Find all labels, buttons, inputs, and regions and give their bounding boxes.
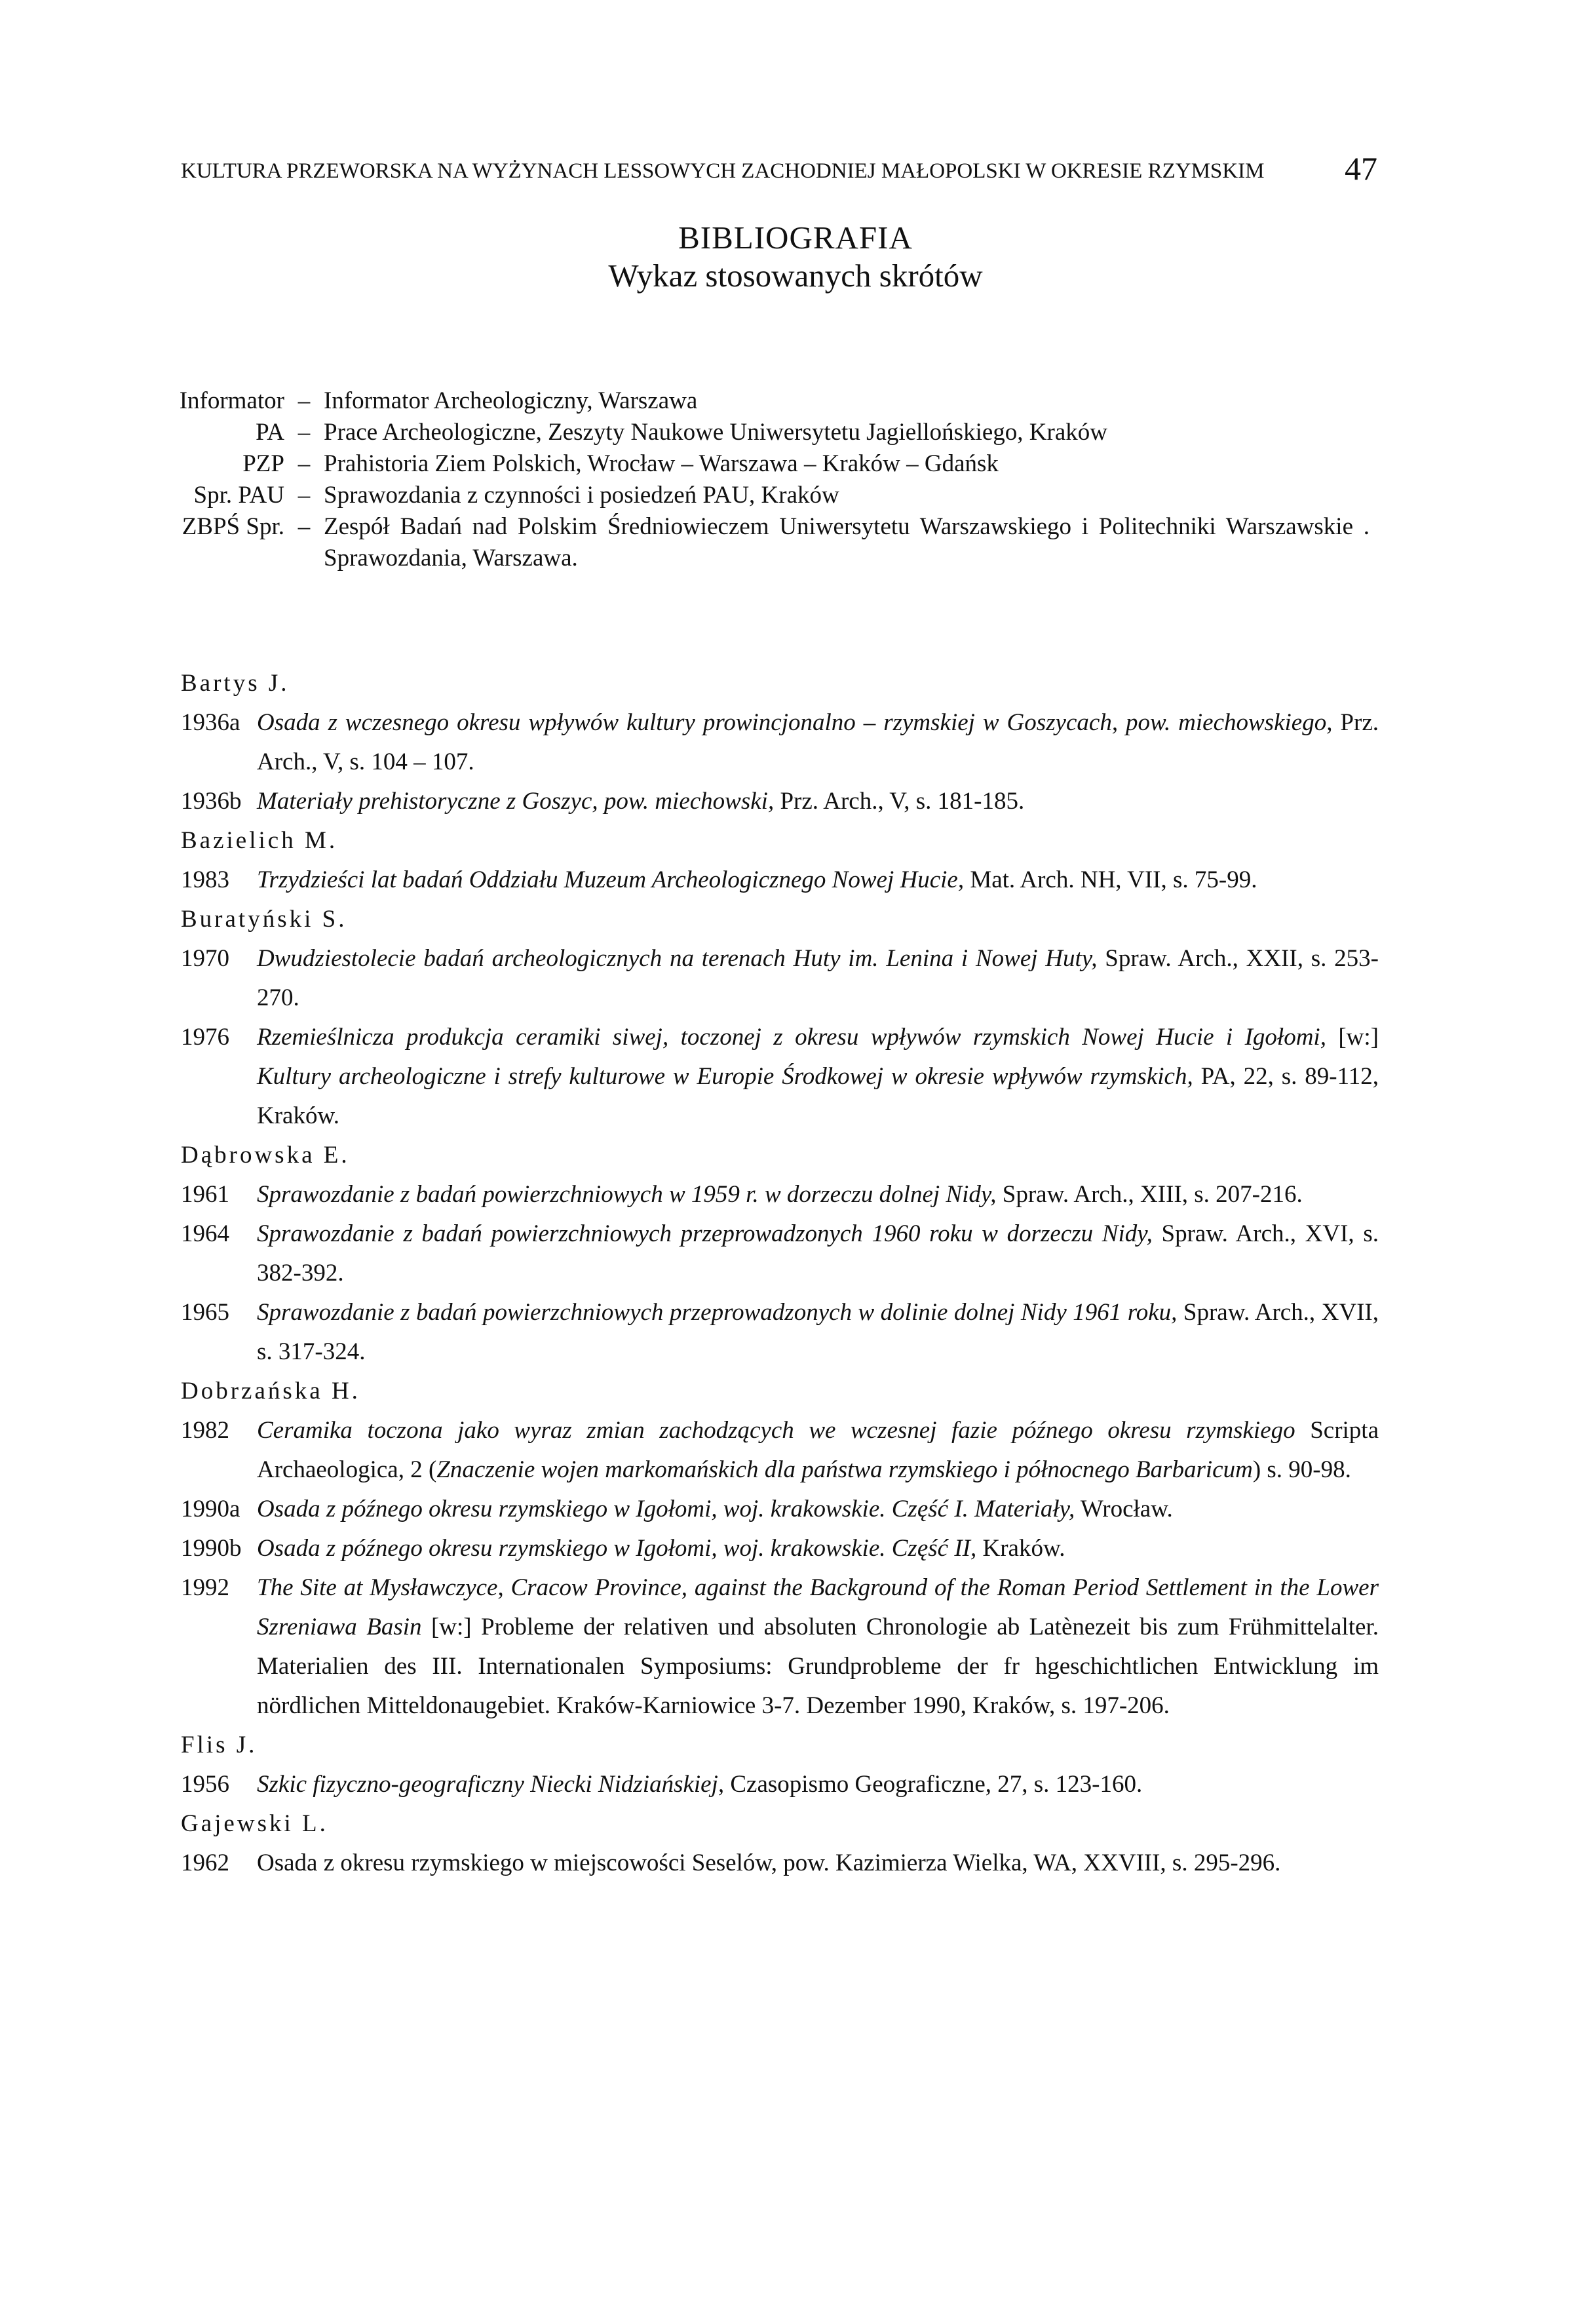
running-head <box>181 147 1377 187</box>
entry-year: 1936b <box>181 788 242 815</box>
entry-title-italic: Sprawozdanie z badań powierzchniowych w 1959 r. w dorzeczu dolnej Nidy, <box>257 1181 997 1208</box>
entry-text <box>257 1490 1379 1529</box>
author-group <box>181 664 1379 821</box>
bibliography-entry <box>181 703 1379 782</box>
entry-citation: Spraw. Arch., XVI, s. 382-392. <box>257 1220 1379 1287</box>
entry-citation: Czasopismo Geograficzne, 27, s. 123-160. <box>724 1771 1143 1798</box>
entry-title-italic: Osada z wczesnego okresu wpływów kultury prowincjonalno – rzymskiej w Goszycach, pow. miechowskiego, <box>257 709 1333 736</box>
author-name: Flis J. <box>181 1732 258 1758</box>
abbreviation-key: PZP <box>242 450 284 477</box>
section-subtitle: Wykaz stosowanych skrótów <box>608 258 983 294</box>
bibliography-entry <box>181 1214 1379 1293</box>
entry-title-italic: Osada z późnego okresu rzymskiego w Igołomi, woj. krakowskie. Część I. Materiały, <box>257 1496 1075 1522</box>
author-group <box>181 1726 1379 1804</box>
entry-year: 1956 <box>181 1771 229 1798</box>
entry-title-italic: Ceramika toczona jako wyraz zmian zachodzących we wczesnej fazie późnego okresu rzymskiego <box>257 1417 1295 1444</box>
entry-year: 1970 <box>181 945 229 972</box>
entry-title-italic: The Site at Mysławczyce, Cracow Province, against the Background of the Roman Period Settlement in the Lower Szreniawa Basin <box>257 1574 1379 1640</box>
author-name: Buratyński S. <box>181 906 347 933</box>
bibliography-entry <box>181 1568 1379 1726</box>
bibliography-entry <box>181 782 1379 821</box>
bibliography-entry <box>181 1175 1379 1214</box>
entry-title-italic: Kultury archeologiczne i strefy kulturowe w Europie Środkowej w okresie wpływów rzymskich, <box>257 1063 1193 1090</box>
entry-citation: Kraków. <box>976 1535 1065 1562</box>
entry-title-italic: Szkic fizyczno-geograficzny Niecki Nidziańskiej, <box>257 1771 725 1798</box>
abbreviation-list <box>125 385 1370 574</box>
bibliography-entry <box>181 939 1379 1018</box>
entry-text <box>257 782 1379 821</box>
entry-year: 1962 <box>181 1850 229 1876</box>
entry-citation: Osada z okresu rzymskiego w miejscowości Seselów, pow. Kazimierza Wielka, WA, XXVIII, s. 295-296. <box>257 1850 1281 1876</box>
entry-citation: ) s. 90-98. <box>1252 1456 1351 1483</box>
entry-year: 1990b <box>181 1535 242 1562</box>
entry-citation: Spraw. Arch., XXII, s. 253-270. <box>257 945 1379 1011</box>
bibliography-entry <box>181 1490 1379 1529</box>
running-head-title: KULTURA PRZEWORSKA NA WYŻYNACH LESSOWYCH ZACHODNIEJ MAŁOPOLSKI W OKRESIE RZYMSKIM <box>181 159 1265 183</box>
abbreviation-expansion: Informator Archeologiczny, Warszawa <box>324 387 698 414</box>
entry-year: 1982 <box>181 1417 229 1444</box>
entry-title-italic: Materiały prehistoryczne z Goszyc, pow. miechowski, <box>257 788 775 815</box>
abbreviation-expansion: Prace Archeologiczne, Zeszyty Naukowe Uniwersytetu Jagiellońskiego, Kraków <box>324 419 1107 446</box>
abbreviation-expansion: Sprawozdania z czynności i posiedzeń PAU, Kraków <box>324 482 839 509</box>
abbreviation-row <box>125 480 1370 511</box>
abbreviation-row <box>125 511 1370 574</box>
bibliography-list <box>181 664 1379 1883</box>
bibliography-entry <box>181 1765 1379 1804</box>
author-name: Gajewski L. <box>181 1810 328 1837</box>
entry-text <box>257 939 1379 1018</box>
entry-text <box>257 1765 1379 1804</box>
section-title: BIBLIOGRAFIA <box>678 220 913 256</box>
author-group <box>181 1372 1379 1726</box>
entry-title-italic: Sprawozdanie z badań powierzchniowych przeprowadzonych w dolinie dolnej Nidy 1961 roku, <box>257 1299 1178 1326</box>
entry-citation: [w:] <box>1326 1024 1379 1051</box>
entry-text <box>257 1293 1379 1372</box>
entry-year: 1992 <box>181 1574 229 1601</box>
author-name: Dobrzańska H. <box>181 1378 360 1404</box>
abbreviation-dash: – <box>297 419 311 446</box>
bibliography-entry <box>181 1844 1379 1883</box>
entry-year: 1964 <box>181 1220 229 1247</box>
entry-title-italic: Trzydzieści lat badań Oddziału Muzeum Archeologicznego Nowej Hucie, <box>257 866 965 893</box>
bibliography-entry <box>181 1411 1379 1490</box>
abbreviation-dash: – <box>297 387 311 414</box>
entry-text <box>257 1018 1379 1136</box>
entry-citation: Wrocław. <box>1075 1496 1173 1522</box>
entry-title-italic: Sprawozdanie z badań powierzchniowych przeprowadzonych 1960 roku w dorzeczu Nidy, <box>257 1220 1153 1247</box>
author-group <box>181 821 1379 900</box>
entry-year: 1983 <box>181 866 229 893</box>
bibliography-entry <box>181 861 1379 900</box>
entry-citation: Spraw. Arch., XIII, s. 207-216. <box>996 1181 1303 1208</box>
abbreviation-expansion: Zespół Badań nad Polskim Średniowieczem Uniwersytetu Warszawskiego i Politechniki Warszawskie . Sprawozdania, Warszawa. <box>324 513 1370 571</box>
entry-title-italic: Osada z późnego okresu rzymskiego w Igołomi, woj. krakowskie. Część II, <box>257 1535 977 1562</box>
entry-title-italic: Znaczenie wojen markomańskich dla państwa rzymskiego i północnego Barbaricum <box>436 1456 1253 1483</box>
entry-year: 1976 <box>181 1024 229 1051</box>
entry-citation: Prz. Arch., V, s. 181-185. <box>774 788 1025 815</box>
abbreviation-dash: – <box>297 513 311 540</box>
entry-citation: [w:] Probleme der relativen und absoluten Chronologie ab Latènezeit bis zum Frühmittelalter. Materialien des III. Internationalen Symposiums: Grundprobleme der fr hgeschichtlichen Entwicklung im nördlichen Mitteldonaugebiet. Kraków-Karniowice 3-7. Dezember 1990, Kraków, s. 197-206. <box>257 1614 1379 1719</box>
abbreviation-dash: – <box>297 450 311 477</box>
entry-citation: PA, 22, s. 89-112, Kraków. <box>257 1063 1379 1129</box>
entry-citation: Scripta Archaeologica, 2 ( <box>257 1417 1379 1483</box>
bibliography-entry <box>181 1293 1379 1372</box>
author-name: Dąbrowska E. <box>181 1142 350 1169</box>
bibliography-entry <box>181 1529 1379 1568</box>
entry-text <box>257 1529 1379 1568</box>
author-group <box>181 1804 1379 1883</box>
entry-text <box>257 1175 1379 1214</box>
abbreviation-key: Informator <box>179 387 284 414</box>
entry-year: 1990a <box>181 1496 240 1522</box>
entry-citation: Prz. Arch., V, s. 104 – 107. <box>257 709 1379 775</box>
entry-text <box>257 1214 1379 1293</box>
entry-year: 1936a <box>181 709 240 736</box>
entry-text <box>257 703 1379 782</box>
entry-year: 1961 <box>181 1181 229 1208</box>
abbreviation-row <box>125 385 1370 417</box>
bibliography-entry <box>181 1018 1379 1136</box>
section-headings <box>0 219 1591 295</box>
author-group <box>181 1136 1379 1372</box>
abbreviation-key: PA <box>256 419 284 446</box>
entry-title-italic: Dwudziestolecie badań archeologicznych na terenach Huty im. Lenina i Nowej Huty, <box>257 945 1098 972</box>
entry-citation: Mat. Arch. NH, VII, s. 75-99. <box>964 866 1257 893</box>
abbreviation-key: Spr. PAU <box>193 482 284 509</box>
abbreviation-expansion: Prahistoria Ziem Polskich, Wrocław – Warszawa – Kraków – Gdańsk <box>324 450 999 477</box>
entry-year: 1965 <box>181 1299 229 1326</box>
author-name: Bartys J. <box>181 670 290 697</box>
entry-text <box>257 861 1379 900</box>
abbreviation-dash: – <box>297 482 311 509</box>
entry-citation: Spraw. Arch., XVII, s. 317-324. <box>257 1299 1379 1365</box>
entry-text <box>257 1844 1379 1883</box>
abbreviation-row <box>125 417 1370 448</box>
entry-title-italic: Rzemieślnicza produkcja ceramiki siwej, toczonej z okresu wpływów rzymskich Nowej Hucie i Igołomi, <box>257 1024 1326 1051</box>
entry-text <box>257 1411 1379 1490</box>
abbreviation-row <box>125 448 1370 480</box>
page-number: 47 <box>1345 150 1377 187</box>
author-group <box>181 900 1379 1136</box>
abbreviation-key: ZBPŚ Spr. <box>182 513 284 540</box>
author-name: Bazielich M. <box>181 827 338 854</box>
entry-text <box>257 1568 1379 1726</box>
